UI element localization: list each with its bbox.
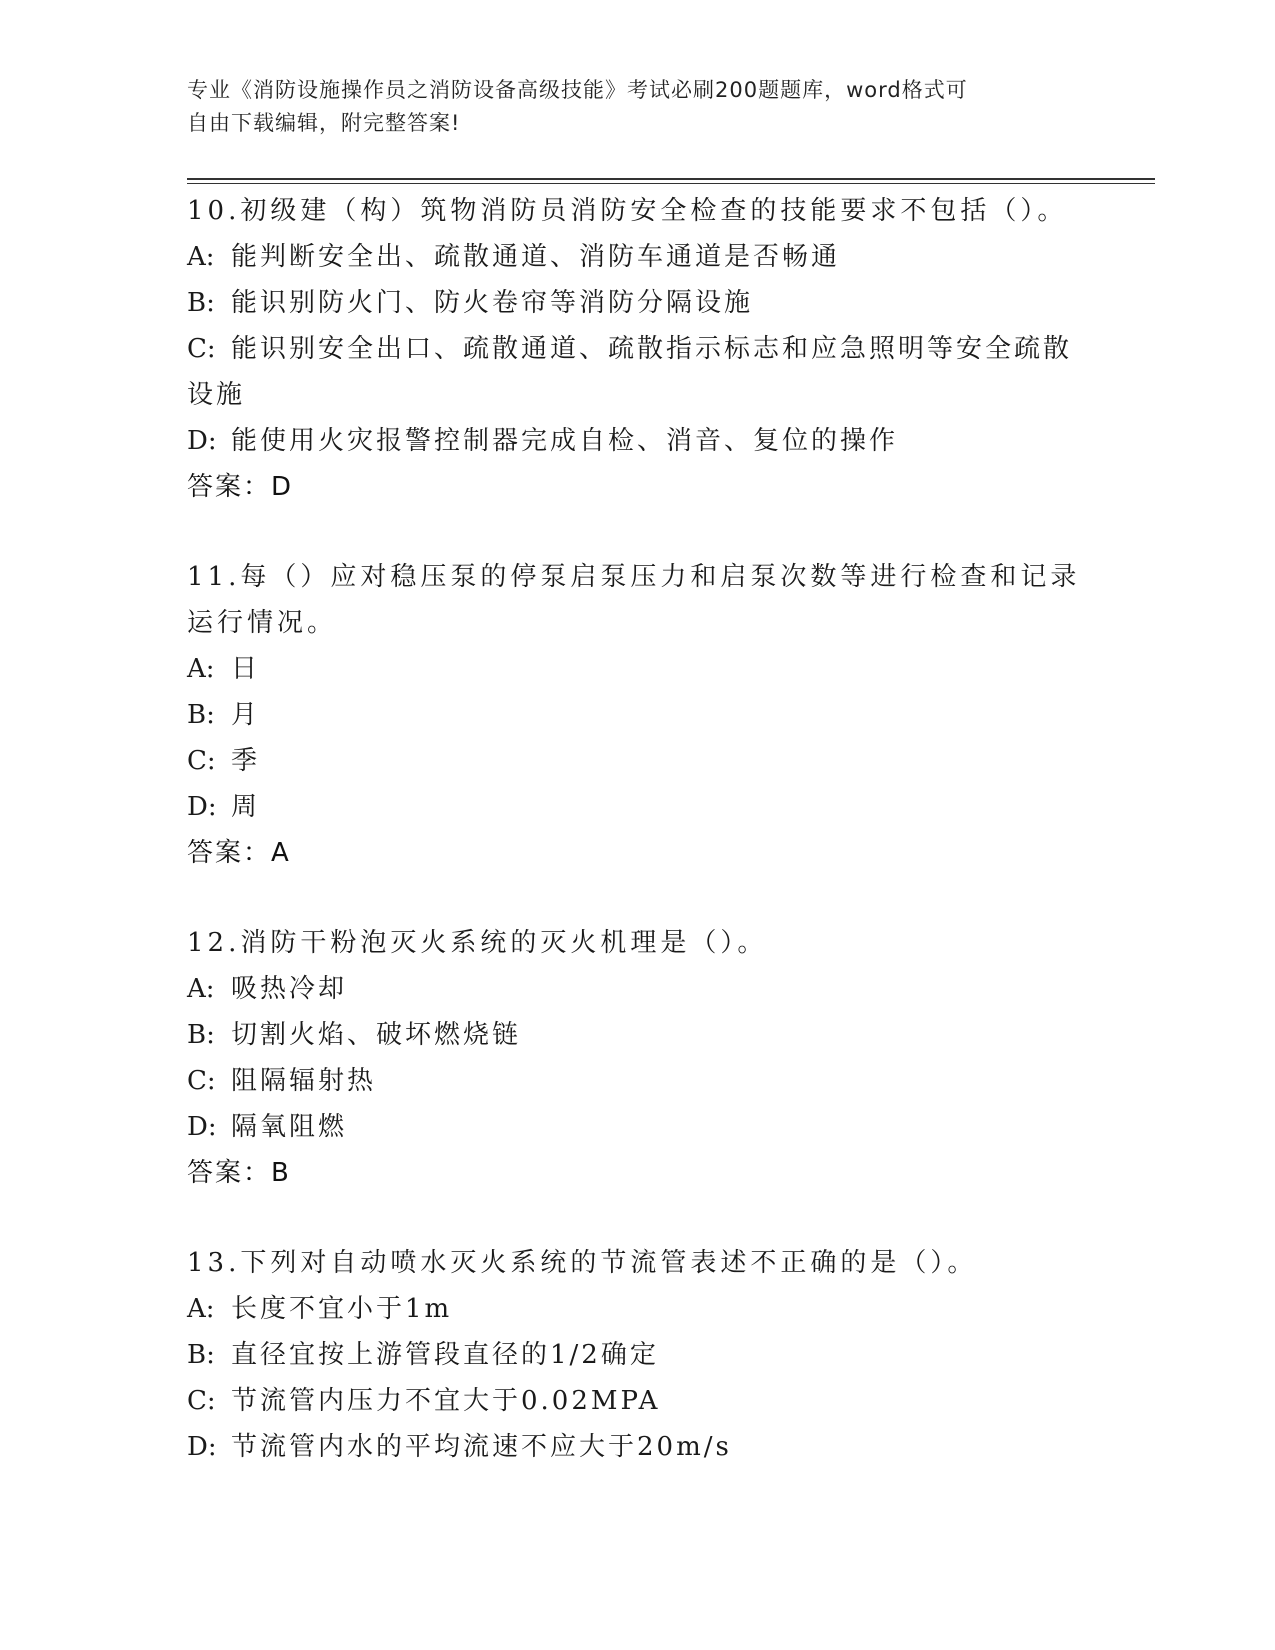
answer-line: 答案：D [187,472,294,502]
question-stem: 12.消防干粉泡灭火系统的灭火机理是（）。 [187,928,768,958]
option-c [187,1378,1087,1424]
option-text: 阻隔辐射热 [231,1066,377,1096]
option-d [187,1104,1087,1150]
option-key: A: [187,242,215,272]
option-key: C: [187,1386,216,1416]
option-d [187,1424,1087,1470]
question-stem: 13.下列对自动喷水灭火系统的节流管表述不正确的是（）。 [187,1248,978,1278]
option-key: B: [187,1340,215,1370]
option-text: 季 [231,746,261,776]
question-13 [187,1240,1087,1470]
document-header [187,74,1087,140]
option-text: 月 [231,700,261,730]
option-text: 切割火焰、破坏燃烧链 [231,1020,522,1050]
option-a [187,234,1087,280]
option-key: B: [187,700,215,730]
question-stem: 11.每（）应对稳压泵的停泵启泵压力和启泵次数等进行检查和记录运行情况。 [187,562,1081,638]
header-divider-thick [187,178,1155,180]
option-text: 节流管内水的平均流速不应大于20m/s [231,1432,732,1462]
option-b [187,1332,1087,1378]
option-a [187,646,1087,692]
option-key: A: [187,1294,215,1324]
header-divider-thin [187,183,1155,184]
header-line-2: 自由下载编辑，附完整答案! [187,111,461,135]
option-text: 能识别安全出口、疏散通道、疏散指示标志和应急照明等安全疏散设施 [187,334,1073,410]
question-10 [187,188,1087,510]
question-list [187,188,1087,1514]
option-d [187,418,1087,464]
option-d [187,784,1087,830]
option-text: 吸热冷却 [231,974,348,1004]
header-line-1: 专业《消防设施操作员之消防设备高级技能》考试必刷200题题库，word格式可 [187,78,968,102]
answer-line: 答案：A [187,838,291,868]
option-text: 隔氧阻燃 [231,1112,348,1142]
option-key: D: [187,1432,217,1462]
option-key: D: [187,792,217,822]
option-b [187,692,1087,738]
answer-line: 答案：B [187,1158,291,1188]
option-text: 能判断安全出、疏散通道、消防车通道是否畅通 [231,242,841,272]
option-key: C: [187,746,216,776]
question-12 [187,920,1087,1196]
option-key: A: [187,654,215,684]
option-text: 节流管内压力不宜大于0.02MPA [231,1386,661,1416]
option-a [187,966,1087,1012]
option-key: A: [187,974,215,1004]
option-text: 周 [231,792,261,822]
option-text: 日 [231,654,261,684]
option-c [187,326,1087,418]
option-key: D: [187,1112,217,1142]
option-key: C: [187,334,216,364]
option-key: B: [187,288,215,318]
option-b [187,1012,1087,1058]
option-text: 能使用火灾报警控制器完成自检、消音、复位的操作 [231,426,899,456]
option-key: B: [187,1020,215,1050]
question-11 [187,554,1087,876]
option-text: 长度不宜小于1m [231,1294,453,1324]
option-a [187,1286,1087,1332]
option-c [187,1058,1087,1104]
option-text: 能识别防火门、防火卷帘等消防分隔设施 [231,288,754,318]
option-key: D: [187,426,217,456]
option-c [187,738,1087,784]
option-key: C: [187,1066,216,1096]
option-b [187,280,1087,326]
question-stem: 10.初级建（构）筑物消防员消防安全检查的技能要求不包括（）。 [187,196,1068,226]
option-text: 直径宜按上游管段直径的1/2确定 [231,1340,659,1370]
